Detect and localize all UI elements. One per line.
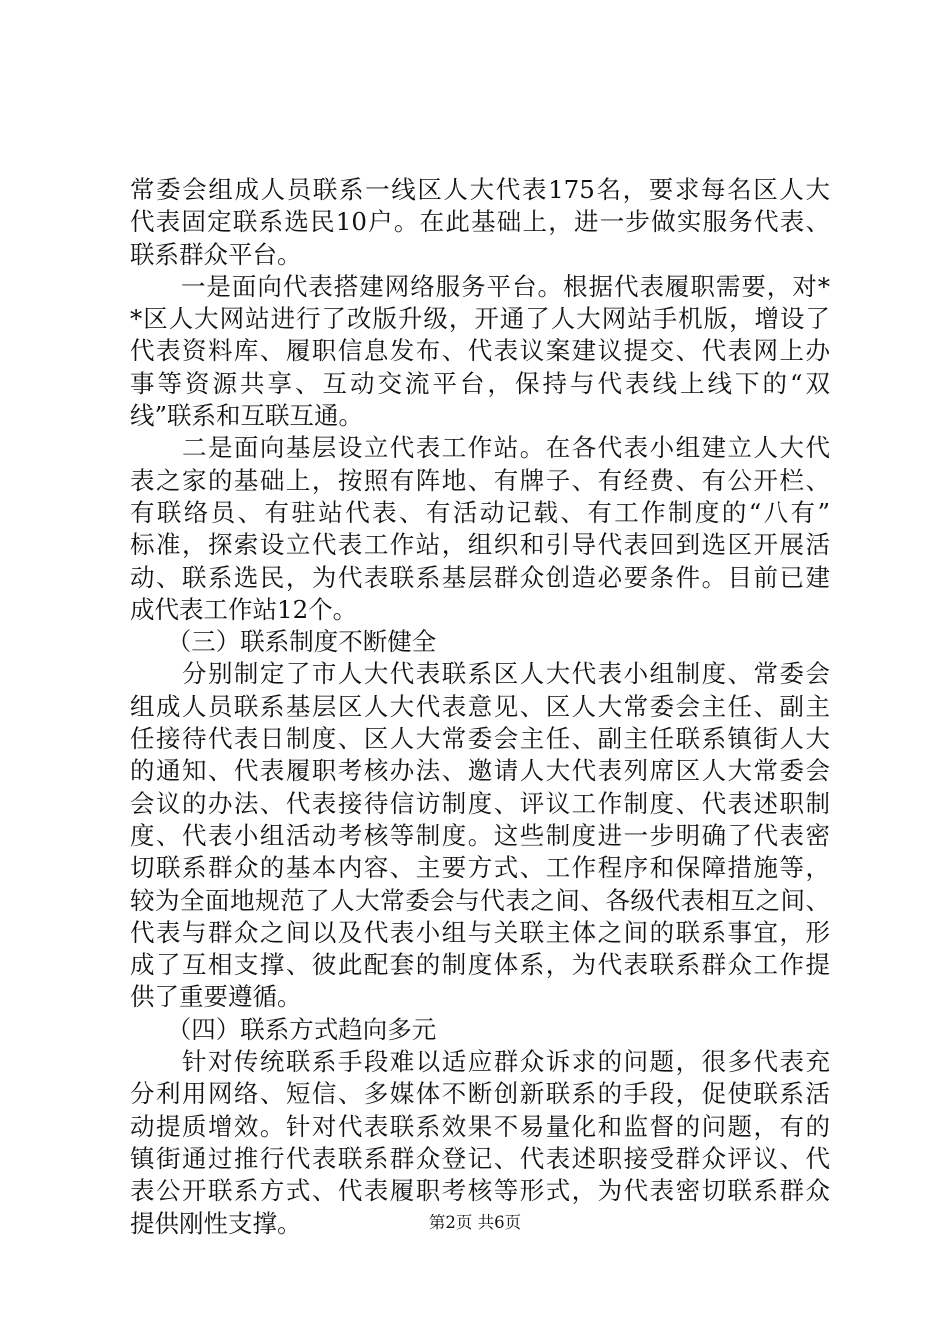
text-line: 联系群众平台。 — [130, 239, 302, 269]
text-line: 表之家的基础上，按照有阵地、有牌子、有经费、有公开栏、 — [130, 465, 830, 495]
text-line: 一是面向代表搭建网络服务平台。根据代表履职需要，对* — [130, 271, 830, 301]
text-line: 二是面向基层设立代表工作站。在各代表小组建立人大代 — [130, 433, 830, 463]
page-number-footer: 第2页 共6页 — [428, 1213, 522, 1232]
text-line: 任接待代表日制度、区人大常委会主任、副主任联系镇街人大 — [130, 724, 830, 754]
text-line: （四）联系方式趋向多元 — [130, 1014, 437, 1044]
text-line: 有联络员、有驻站代表、有活动记载、有工作制度的“八有” — [130, 497, 830, 527]
text-line: 成了互相支撑、彼此配套的制度体系，为代表联系群众工作提 — [130, 950, 830, 980]
text-line: 分别制定了市人大代表联系区人大代表小组制度、常委会 — [130, 659, 830, 689]
text-line: 代表固定联系选民10户。在此基础上，进一步做实服务代表、 — [130, 207, 830, 237]
text-line: （三）联系制度不断健全 — [130, 627, 437, 657]
text-line: 表公开联系方式、代表履职考核等形式，为代表密切联系群众 — [130, 1176, 830, 1206]
text-line: 切联系群众的基本内容、主要方式、工作程序和保障措施等， — [130, 853, 830, 883]
text-line: 代表与群众之间以及代表小组与关联主体之间的联系事宜，形 — [130, 917, 830, 947]
text-line: 镇街通过推行代表联系群众登记、代表述职接受群众评议、代 — [130, 1143, 830, 1173]
text-line: 成代表工作站12个。 — [130, 594, 358, 624]
text-line: 提供刚性支撑。 — [130, 1208, 302, 1238]
text-line: 的通知、代表履职考核办法、邀请人大代表列席区人大常委会 — [130, 756, 830, 786]
text-line: 标准，探索设立代表工作站，组织和引导代表回到选区开展活 — [130, 530, 830, 560]
text-line: *区人大网站进行了改版升级，开通了人大网站手机版，增设了 — [130, 304, 830, 334]
text-line: 针对传统联系手段难以适应群众诉求的问题，很多代表充 — [130, 1047, 830, 1077]
text-line: 常委会组成人员联系一线区人大代表175名，要求每名区人大 — [130, 175, 830, 204]
text-line: 组成人员联系基层区人大代表意见、区人大常委会主任、副主 — [130, 691, 830, 721]
text-line: 较为全面地规范了人大常委会与代表之间、各级代表相互之间、 — [130, 885, 830, 915]
text-line: 动提质增效。针对代表联系效果不易量化和监督的问题，有的 — [130, 1111, 830, 1141]
text-line: 动、联系选民，为代表联系基层群众创造必要条件。目前已建 — [130, 562, 830, 592]
text-line: 会议的办法、代表接待信访制度、评议工作制度、代表述职制 — [130, 788, 830, 818]
text-line: 事等资源共享、互动交流平台，保持与代表线上线下的“双 — [130, 368, 830, 398]
text-line: 代表资料库、履职信息发布、代表议案建议提交、代表网上办 — [130, 336, 830, 366]
text-line: 供了重要遵循。 — [130, 982, 302, 1012]
text-line: 线”联系和互联互通。 — [130, 401, 364, 431]
text-line: 分利用网络、短信、多媒体不断创新联系的手段，促使联系活 — [130, 1079, 830, 1109]
document-body — [130, 174, 830, 1240]
text-line: 度、代表小组活动考核等制度。这些制度进一步明确了代表密 — [130, 820, 830, 850]
